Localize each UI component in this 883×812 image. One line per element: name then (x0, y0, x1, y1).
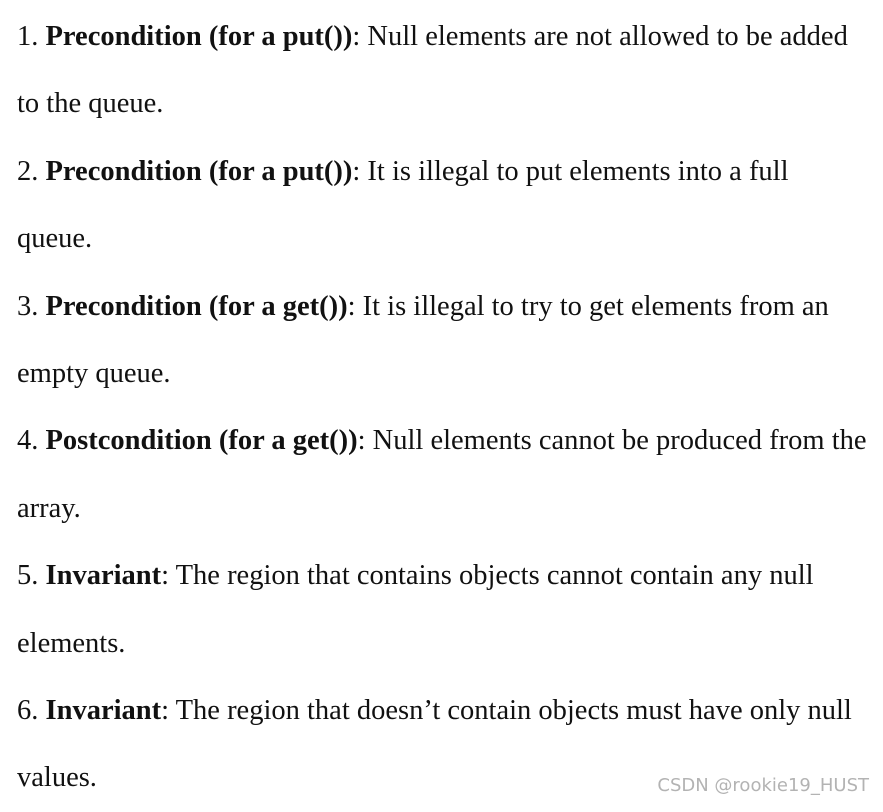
item-number: 5. (17, 560, 39, 592)
item-number: 3. (17, 290, 39, 322)
list-item-precondition-put-full (17, 138, 867, 273)
list-item-postcondition-get (17, 407, 867, 542)
item-term: Postcondition (for a get()) (45, 425, 358, 457)
list-item-precondition-get-empty (17, 273, 867, 408)
list-item-invariant-objects (17, 542, 867, 677)
item-term: Precondition (for a put()) (45, 21, 353, 52)
condition-list (17, 3, 867, 812)
item-term: Invariant (45, 560, 162, 592)
list-item-precondition-put-null (17, 3, 867, 138)
item-term: Precondition (for a get()) (45, 290, 348, 322)
item-text: : The region that doesn’t contain objects must have only null values. (17, 695, 852, 794)
item-number: 6. (17, 695, 39, 727)
watermark: CSDN @rookie19_HUST (657, 775, 869, 796)
item-text: : It is illegal to put elements into a full queue. (17, 155, 789, 255)
item-number: 2. (17, 155, 39, 187)
item-text: : It is illegal to try to get elements from an empty queue. (17, 290, 829, 390)
item-text: : The region that contains objects cannot contain any null elements. (17, 560, 814, 659)
item-text: : Null elements cannot be produced from the array. (17, 425, 867, 524)
item-term: Invariant (45, 695, 162, 727)
item-text: : Null elements are not allowed to be added to the queue. (17, 21, 848, 120)
item-number: 4. (17, 425, 39, 457)
item-number: 1. (17, 21, 39, 52)
item-term: Precondition (for a put()) (45, 155, 353, 187)
